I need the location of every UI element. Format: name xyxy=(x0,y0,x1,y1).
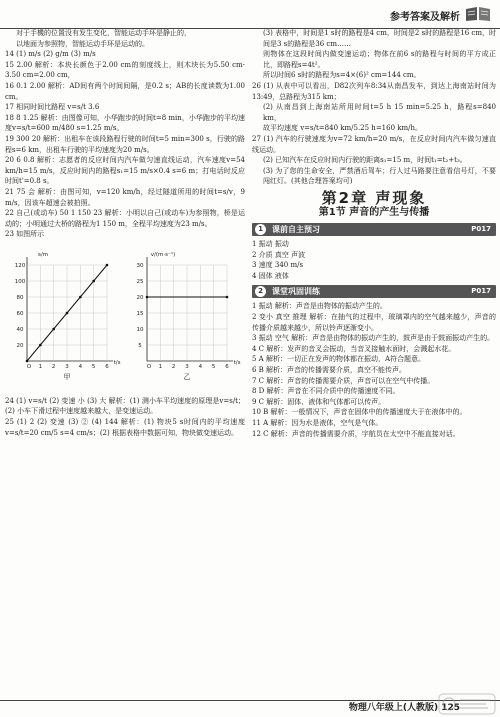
answer-line: 4 固体 液体 xyxy=(252,271,289,280)
answer-line: (2) 从南昌到上海南站所用时间t=5 h 15 min=5.25 h，路程s=840 km， xyxy=(263,103,496,122)
x-tick-label: 6 xyxy=(225,363,229,370)
page-footer: 物理八年级上(人教版) 125 xyxy=(348,703,460,713)
y-tick-label: 30 xyxy=(136,262,144,269)
y-tick-label: 15 xyxy=(136,310,144,317)
training-answers xyxy=(252,301,496,439)
section-number: 1 xyxy=(255,224,266,235)
x-tick-label: 3 xyxy=(185,363,189,370)
data-point xyxy=(92,280,95,283)
x-tick-label: 2 xyxy=(171,363,176,370)
x-tick-label: 5 xyxy=(91,363,96,370)
data-point xyxy=(52,328,55,331)
x-tick-label: 1 xyxy=(38,363,43,370)
answer-line: 以地面为参照物，智能运动手环是运动的。 xyxy=(16,39,149,48)
chart-caption: 甲 xyxy=(63,372,71,381)
x-axis-label: t/s xyxy=(113,359,121,366)
x-tick-label: 1 xyxy=(158,363,163,370)
answer-line: 8 D 解析：声音在不同介质中的传播速度不同。 xyxy=(252,387,400,396)
data-point xyxy=(106,264,109,267)
page-ref: P017 xyxy=(471,225,491,234)
book-icon xyxy=(464,6,492,22)
data-point xyxy=(26,360,29,363)
preview-answers xyxy=(252,239,496,281)
y-axis-label: s/m xyxy=(37,251,49,258)
answer-line: 故平均速度 v=s/t=840 km/5.25 h=160 km/h。 xyxy=(263,124,423,133)
answer-line: 2 变小 真空 推理 解析：在抽气的过程中，玻璃罩内的空气越来越少，声音的传播介质越来越少，所以铃声逐渐变小。 xyxy=(252,313,496,332)
y-tick-label: 100 xyxy=(14,278,26,285)
answer-line: 25 (1) 2 (2) 变速 (3) ② (4) 144 解析：(1) 物块5 s时间内的平均速度v=s/t=20 cm/5 s=4 cm/s；(2) 根据表格中数据可知，物块做变速运动。 xyxy=(5,418,245,437)
answer-line: 16 0.1 2.00 解析：AD间有两个时间间隔，是0.2 s；AB的长度读数为1.00 cm。 xyxy=(5,81,245,101)
answer-line: (3) 表格中，时间是1 s时的路程是4 cm，时间是2 s时的路程是16 cm，时间是3 s的路程是36 cm…… xyxy=(263,29,496,48)
right-answers xyxy=(252,28,496,187)
answer-line: 15 2.00 解析：本块长颜色于2.00 cm的刻度线上，则木块长为5.50 cm-3.50 cm=2.00 cm， xyxy=(5,60,245,80)
y-tick-label: 25 xyxy=(136,278,144,285)
answer-line: 18 8 1.25 解析：由图像可知，小华跑步的时间t=8 min，小华跑步的平均速度v=s/t=600 m/480 s=1.25 m/s。 xyxy=(5,113,245,133)
y-tick-label: 60 xyxy=(16,310,24,317)
origin-label: O xyxy=(26,363,32,370)
answer-line: 对于手機的位置没有发生变化，智能运动手环是静止的， xyxy=(16,29,191,37)
x-tick-label: 6 xyxy=(105,363,109,370)
right-column xyxy=(252,28,496,688)
chart-caption: 乙 xyxy=(183,372,191,381)
answer-line: 7 C 解析：声音的传播需要介质，声音可以在空气中传播。 xyxy=(252,376,435,385)
y-tick-label: 120 xyxy=(14,262,26,269)
answer-line: 27 (1) 汽车的行驶速度为v=72 km/h=20 m/s，在反应时间内汽车做匀速直线运动。 xyxy=(252,134,496,154)
answer-line: 则物体在这段时间内做变速运动；物体在前6 s的路程与时间的平方成正比，即路程s=4t²。 xyxy=(263,50,496,69)
data-point xyxy=(79,296,82,299)
answer-line: 12 C 解析：声音的传播需要介质，宇航员在太空中不能直接对话。 xyxy=(252,429,460,438)
watermark-logo-icon xyxy=(438,693,496,715)
distance-time-charts xyxy=(5,243,245,393)
section-label: 课堂巩固训练 xyxy=(272,287,320,297)
data-point xyxy=(146,296,149,299)
answer-line: 2 介质 真空 声波 xyxy=(252,250,306,259)
answer-line: 1 振动 解析：声音是由物体的振动产生的。 xyxy=(252,302,387,311)
section-label: 课前自主预习 xyxy=(272,225,320,235)
section-title: 第1节 声音的产生与传播 xyxy=(318,206,430,218)
section-number: 2 xyxy=(255,286,266,297)
data-point xyxy=(66,312,69,315)
x-tick-label: 3 xyxy=(65,363,69,370)
answer-line: 20 6 0.8 解析：志愿者的反应时间内汽车做匀速直线运动，汽车速度v=54 km/h=15 m/s，反应时间内的路程s₁=15 m/s×0.4 s=6 m；打电话时反应时间t'=0.8 s。 xyxy=(5,156,245,186)
answer-line: 10 B 解析：一般情况下，声音在固体中的传播速度大于在液体中的。 xyxy=(252,408,467,417)
answer-23-charts xyxy=(5,243,245,393)
x-axis-label: t/s xyxy=(233,359,241,366)
answer-line: 19 300 20 解析：出租车在该段路程行驶的时间t=5 min=300 s，行驶的路程s=6 km，出租车行驶的平均速度为20 m/s。 xyxy=(5,134,245,154)
page-header xyxy=(0,6,500,24)
answer-line: 3 振动 空气 解析：声音是由物体的振动产生的，鼓声是由于鼓面振动产生的。 xyxy=(252,334,495,343)
x-tick-label: 4 xyxy=(78,363,83,370)
answer-line: 17 相同时间比路程 v=s/t 3.6 xyxy=(5,103,100,112)
answer-line: 22 自己(或动车) 50 1 150 23 解析：小明以自己(或动车)为参照物，桥是运动的；小明通过大桥的路程为1 150 m，全程平均速度为23 m/s。 xyxy=(5,209,245,228)
answer-line: 4 C 解析：发声的音叉会振动，当音叉接触水面时，会溅起水花。 xyxy=(252,344,456,353)
answer-line: 14 (1) m/s (2) g/m (3) m/s xyxy=(5,50,96,59)
answer-line: 21 75 会 解析：由图可知，v=120 km/h，经过隧道所用的时间t=s/v，9 m/s，因该车超速会被拍照。 xyxy=(5,187,245,207)
chapter-title: 第2章 声现象 xyxy=(321,188,427,207)
data-point xyxy=(39,344,42,347)
x-tick-label: 4 xyxy=(198,363,203,370)
y-tick-label: 80 xyxy=(16,294,24,301)
y-axis-label: v/(m·s⁻¹) xyxy=(150,251,176,258)
data-point xyxy=(226,296,229,299)
answer-line: 24 (1) v=s/t (2) 变速 小 (3) 大 解析：(1) 测小车平均速度的原理是v=s/t；(2) 小车下滑过程中速度越来越大，是变速运动。 xyxy=(5,396,245,416)
answer-line: 1 振动 振动 xyxy=(252,240,289,249)
section-bar-preview xyxy=(252,223,496,236)
answer-line: 23 如图所示 xyxy=(5,230,45,239)
origin-label: O xyxy=(146,363,152,370)
section-bar-training xyxy=(252,285,496,298)
left-answers xyxy=(5,28,245,240)
answer-line: (3) 为了您的生命安全，严禁酒后驾车；行人过马路要注意看信号灯，不要闯红灯。(其他合理答案均可) xyxy=(263,166,496,186)
y-tick-label: 5 xyxy=(138,342,142,349)
answer-line: 11 A 解析：因为水是液体，空气是气体。 xyxy=(252,419,383,427)
y-tick-label: 20 xyxy=(136,294,144,301)
y-tick-label: 20 xyxy=(16,342,24,349)
y-tick-label: 40 xyxy=(16,326,24,333)
answer-line: 所以时间6 s时的路程为s=4×(6)² cm=144 cm。 xyxy=(263,71,421,80)
y-tick-label: 10 xyxy=(136,326,144,333)
x-tick-label: 5 xyxy=(211,363,216,370)
answer-line: 6 B 解析：声音的传播需要介质，真空不能传声。 xyxy=(252,366,407,375)
answer-line: 5 A 解析：一切正在发声的物体都在振动，A符合题意。 xyxy=(252,355,426,364)
x-tick-label: 2 xyxy=(51,363,56,370)
answer-line: (2) 已知汽车在反应时间内行驶的距离s₁=15 m，时间t₁=t₂+t₃。 xyxy=(263,156,467,165)
page-ref: P017 xyxy=(471,287,491,296)
header-title: 参考答案及解析 xyxy=(390,12,460,23)
answer-line: 9 C 解析：固体、液体和气体都可以传声。 xyxy=(252,397,386,406)
left-column xyxy=(5,28,245,688)
answer-line: 3 速度 340 m/s xyxy=(252,261,304,270)
answer-line: 26 (1) 从表中可以看出，D82次列车8:34从南昌发车，到达上海南站时间为13:49，总路程为315 km； xyxy=(252,81,496,101)
left-answers-continued xyxy=(5,396,245,438)
